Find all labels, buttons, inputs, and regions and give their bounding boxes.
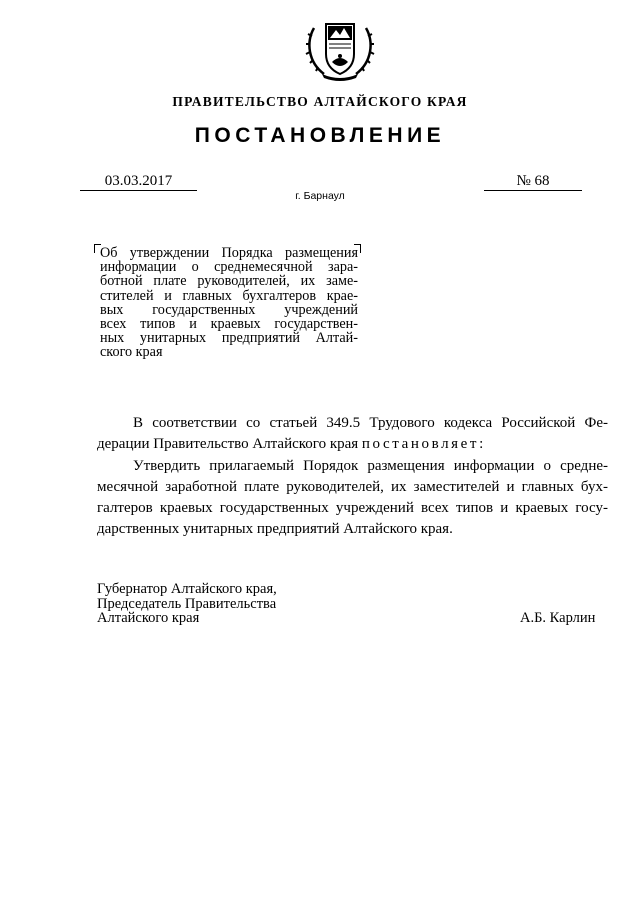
- position-line: Алтайского края: [97, 610, 200, 626]
- subject-line: ского края: [100, 344, 163, 361]
- signatory-position: [97, 582, 277, 626]
- subject-line: информации о среднемесячной зара-: [100, 259, 358, 276]
- organization-title: ПРАВИТЕЛЬСТВО АЛТАЙСКОГО КРАЯ: [172, 94, 468, 109]
- body-line-text: дерации Правительство Алтайского края: [97, 436, 362, 453]
- city: г. Барнаул: [295, 190, 345, 202]
- signatory-name: А.Б. Карлин: [520, 610, 596, 626]
- body-line: дарственных унитарных предприятий Алтайского края.: [97, 521, 453, 538]
- subject-line: вых государственных учреждений: [100, 301, 358, 318]
- position-line: Губернатор Алтайского края,: [97, 581, 277, 597]
- document-body: [97, 413, 608, 541]
- document-number: № 68: [484, 172, 582, 191]
- body-line: месячной заработной плате руководителей, их заместителей и главных бух-: [97, 478, 608, 495]
- subject-line: стителей и главных бухгалтеров крае-: [100, 287, 358, 304]
- body-line: В соответствии со статьей 349.5 Трудового кодекса Российской Фе-: [133, 415, 608, 431]
- document-date: 03.03.2017: [80, 172, 197, 191]
- subject-line: ных унитарных предприятий Алтай-: [100, 330, 358, 347]
- body-line: галтеров краевых государственных учреждений всех типов и краевых госу-: [97, 500, 608, 517]
- document-type: ПОСТАНОВЛЕНИЕ: [194, 124, 446, 147]
- document-subject: [100, 246, 358, 360]
- position-line: Председатель Правительства: [97, 595, 277, 612]
- subject-line: Об утверждении Порядка размещения: [100, 245, 358, 261]
- subject-line: всех типов и краевых государствен-: [100, 316, 358, 333]
- subject-line: ботной плате руководителей, их заме-: [100, 273, 358, 290]
- coat-of-arms-icon: [302, 18, 378, 82]
- body-line: Утвердить прилагаемый Порядок размещения информации о средне-: [133, 457, 608, 474]
- resolution-word: постановляет:: [361, 436, 486, 453]
- body-line: [97, 434, 608, 455]
